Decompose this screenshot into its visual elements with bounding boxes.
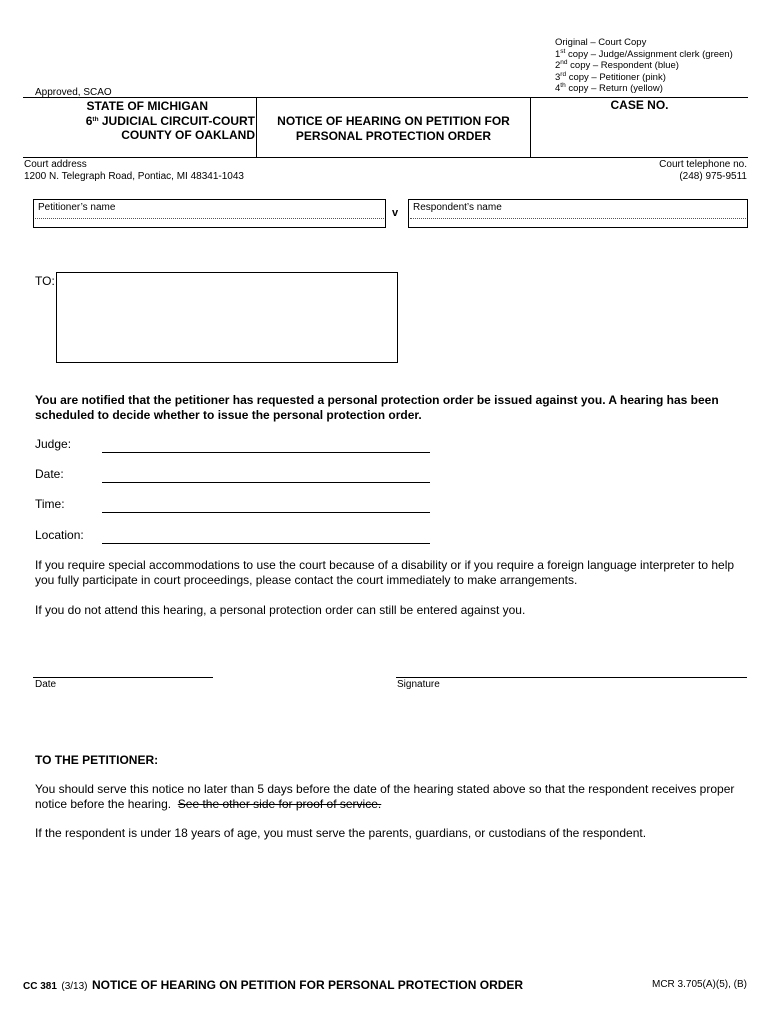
petitioner-name-field[interactable]: [35, 218, 384, 219]
court-phone-value: (248) 975-9511: [679, 170, 747, 182]
footer-form-code: CC 381: [23, 981, 57, 992]
case-number-label: CASE NO.: [610, 98, 669, 112]
court-address-value: 1200 N. Telegraph Road, Pontiac, MI 48341-1043: [24, 170, 244, 182]
serve-notice-text: [35, 782, 747, 812]
time-field[interactable]: [102, 512, 430, 513]
date-field[interactable]: [102, 482, 430, 483]
copy-line-4: 4th copy – Return (yellow): [555, 82, 663, 95]
date-signature-label: Date: [35, 679, 57, 690]
state-name: STATE OF MICHIGAN: [86, 99, 208, 113]
judicial-district: 6th JUDICIAL CIRCUIT-COURT: [85, 113, 255, 128]
to-label: TO:: [35, 274, 55, 288]
copy-distribution: [555, 37, 733, 95]
court-phone: [659, 159, 747, 182]
to-address-box[interactable]: [56, 272, 398, 363]
copy-line-1: 1st copy – Judge/Assignment clerk (green): [555, 47, 733, 60]
signature-line[interactable]: [396, 677, 747, 678]
notice-text: You are notified that the petitioner has requested a personal protection order be issued against you. A hearing has been scheduled to decide whether to issue the personal protection order.: [35, 393, 719, 422]
approved-scao: Approved, SCAO: [35, 87, 112, 98]
copy-line-original: Original – Court Copy: [555, 37, 647, 48]
struck-proof-of-service: See the other side for proof of service.: [177, 797, 382, 811]
location-field[interactable]: [102, 543, 430, 544]
accommodations-text: If you require special accommodations to use the court because of a disability or if you require a foreign language interpreter to help you fully participate in court proceedings, please contact the court immediately to make arrangements.: [35, 558, 735, 587]
form-title-line-2: PERSONAL PROTECTION ORDER: [295, 128, 492, 143]
copy-line-2: 2nd copy – Respondent (blue): [555, 59, 679, 72]
form-title-line-1: NOTICE OF HEARING ON PETITION FOR: [277, 114, 510, 128]
copy-line-3: 3rd copy – Petitioner (pink): [555, 70, 666, 83]
footer-form-date: (3/13): [61, 981, 88, 992]
footer-form-id: [23, 976, 523, 994]
petitioner-heading: TO THE PETITIONER:: [35, 753, 159, 767]
respondent-name-field[interactable]: [410, 218, 746, 219]
court-address: [24, 159, 244, 182]
county-name: COUNTY OF OAKLAND: [121, 128, 255, 142]
respondent-name-label: Respondent’s name: [413, 202, 502, 213]
petitioner-name-label: Petitioner’s name: [38, 202, 116, 213]
date-signature-line[interactable]: [33, 677, 213, 678]
respondent-name-box[interactable]: [408, 199, 748, 228]
location-label: Location:: [35, 528, 84, 542]
petitioner-name-box[interactable]: [33, 199, 386, 228]
form-title: [257, 114, 530, 143]
attendance-text: If you do not attend this hearing, a personal protection order can still be entered against you.: [35, 603, 526, 617]
footer-rule-ref: MCR 3.705(A)(5), (B): [651, 979, 747, 990]
minor-respondent-text: If the respondent is under 18 years of age, you must serve the parents, guardians, or custodians of the respondent.: [35, 826, 647, 840]
signature-label: Signature: [397, 679, 440, 690]
serve-notice-main: You should serve this notice no later than 5 days before the date of the hearing stated above so that the respondent receives proper notice before the hearing.: [35, 782, 735, 811]
time-label: Time:: [35, 497, 65, 511]
footer-form-title: NOTICE OF HEARING ON PETITION FOR PERSONAL PROTECTION ORDER: [91, 978, 524, 992]
judge-label: Judge:: [35, 437, 72, 451]
court-name-block: [23, 99, 255, 143]
court-phone-label: Court telephone no.: [659, 159, 747, 170]
versus-label: v: [392, 207, 399, 219]
date-label: Date:: [35, 467, 64, 481]
judge-field[interactable]: [102, 452, 430, 453]
header-bottom-rule: [23, 157, 748, 158]
court-address-label: Court address: [24, 159, 87, 170]
